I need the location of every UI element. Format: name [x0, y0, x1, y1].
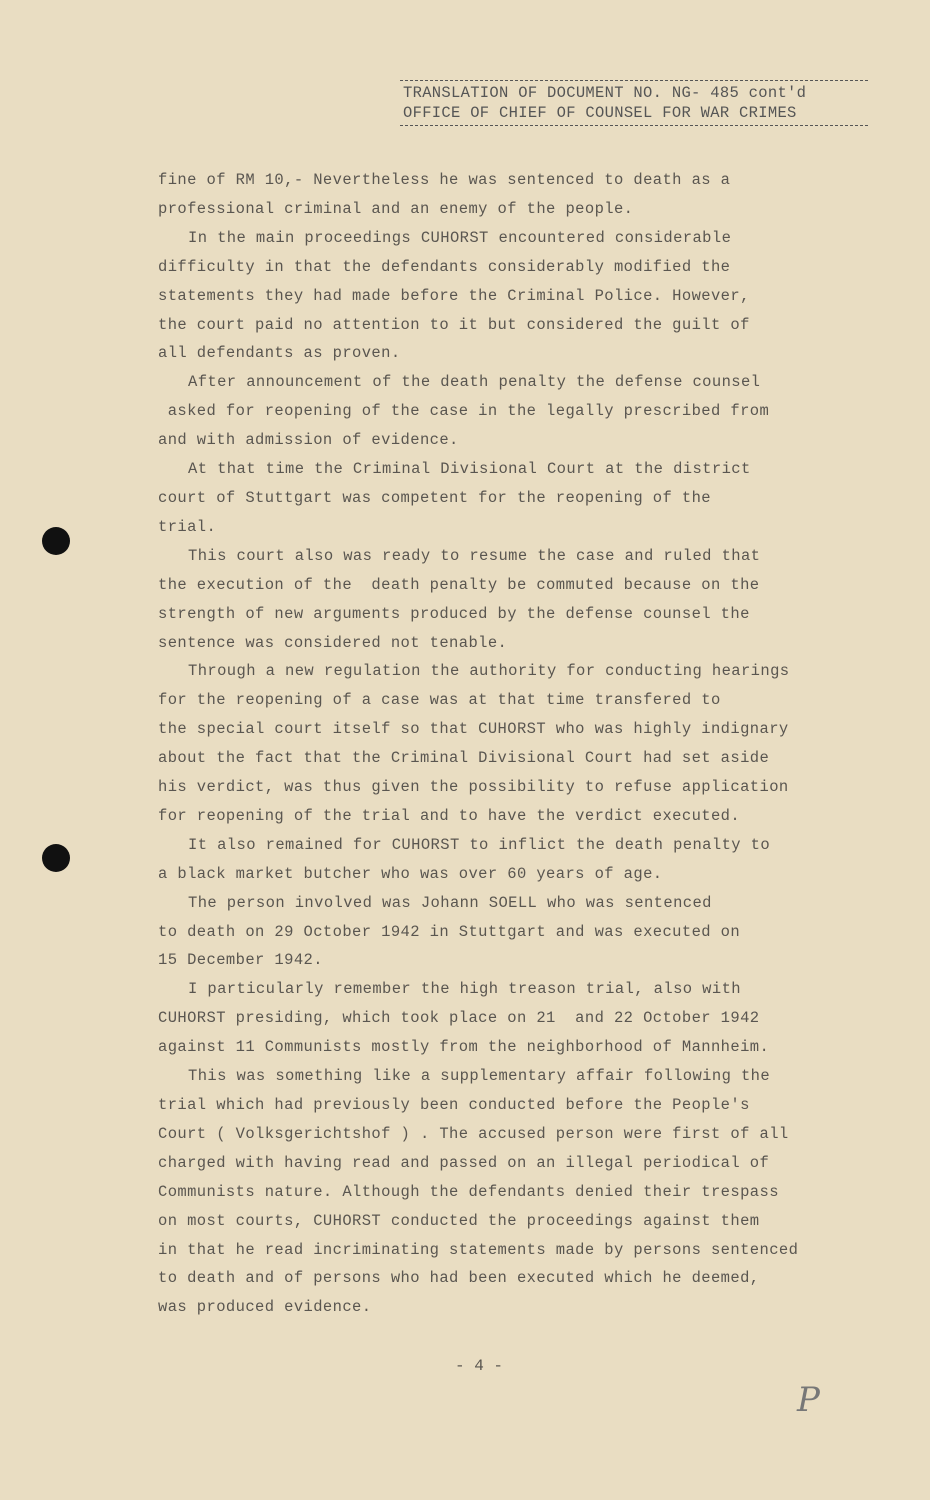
text-line: Court ( Volksgerichtshof ) . The accused person were first of all [158, 1124, 789, 1143]
text-line: This court also was ready to resume the case and ruled that [188, 546, 761, 565]
text-line: his verdict, was thus given the possibility to refuse application [158, 778, 789, 797]
text-line: in that he read incriminating statements made by persons sentenced [158, 1240, 799, 1259]
text-line: the special court itself so that CUHORST who was highly indignary [158, 720, 789, 739]
text-line: In the main proceedings CUHORST encountered considerable [188, 228, 732, 247]
text-line: fine of RM 10,- Nevertheless he was sentenced to death as a [158, 171, 731, 189]
text-line: for reopening of the trial and to have the verdict executed. [158, 806, 741, 825]
text-line: This was something like a supplementary affair following the [188, 1067, 771, 1086]
text-line: the execution of the death penalty be commuted because on the [158, 575, 760, 594]
text-line: Through a new regulation the authority for conducting hearings [188, 662, 790, 681]
text-line: CUHORST presiding, which took place on 21 and 22 October 1942 [158, 1009, 760, 1028]
handwritten-mark: P [797, 1380, 820, 1420]
text-line: strength of new arguments produced by the defense counsel the [158, 604, 750, 623]
paragraph [158, 224, 838, 369]
text-line: I particularly remember the high treason trial, also with [188, 980, 741, 999]
text-line: After announcement of the death penalty the defense counsel [188, 373, 761, 392]
punch-hole [42, 527, 70, 555]
text-line: about the fact that the Criminal Divisional Court had set aside [158, 749, 770, 768]
text-line: the court paid no attention to it but considered the guilt of [158, 315, 750, 334]
text-line: asked for reopening of the case in the legally prescribed from [158, 402, 770, 421]
paragraph [158, 975, 838, 1062]
text-line: Communists nature. Although the defendants denied their trespass [158, 1182, 779, 1201]
header-office: OFFICE OF CHIEF OF COUNSEL FOR WAR CRIMES [403, 104, 797, 122]
text-line: court of Stuttgart was competent for the reopening of the [158, 488, 711, 507]
paragraph [158, 542, 838, 658]
text-line: difficulty in that the defendants considerably modified the [158, 257, 731, 276]
text-line: all defendants as proven. [158, 344, 401, 363]
text-line: statements they had made before the Criminal Police. However, [158, 286, 750, 305]
paragraph [158, 455, 838, 542]
text-line: charged with having read and passed on an illegal periodical of [158, 1153, 770, 1172]
text-line: professional criminal and an enemy of the people. [158, 199, 634, 218]
paragraph [158, 166, 838, 224]
page-number: - 4 - [455, 1357, 504, 1375]
text-line: was produced evidence. [158, 1298, 372, 1317]
text-line: against 11 Communists mostly from the neighborhood of Mannheim. [158, 1038, 770, 1057]
punch-hole [42, 844, 70, 872]
text-line: to death on 29 October 1942 in Stuttgart and was executed on [158, 922, 741, 941]
paragraph [158, 657, 838, 830]
text-line: a black market butcher who was over 60 years of age. [158, 864, 663, 883]
paragraph [158, 1062, 838, 1322]
text-line: on most courts, CUHORST conducted the proceedings against them [158, 1211, 760, 1230]
paragraph [158, 831, 838, 889]
text-line: trial. [158, 517, 217, 536]
text-line: for the reopening of a case was at that time transfered to [158, 691, 721, 710]
text-line: and with admission of evidence. [158, 431, 459, 450]
header-title: TRANSLATION OF DOCUMENT NO. NG- 485 cont'd [403, 84, 807, 102]
text-line: It also remained for CUHORST to inflict the death penalty to [188, 835, 771, 854]
text-line: trial which had previously been conducted before the People's [158, 1096, 750, 1114]
text-line: At that time the Criminal Divisional Court at the district [188, 460, 751, 479]
document-header [400, 80, 868, 126]
text-line: to death and of persons who had been executed which he deemed, [158, 1269, 760, 1288]
paragraph [158, 368, 838, 455]
document-body [158, 166, 838, 1322]
paragraph [158, 889, 838, 976]
text-line: sentence was considered not tenable. [158, 633, 508, 652]
text-line: The person involved was Johann SOELL who was sentenced [188, 893, 712, 912]
text-line: 15 December 1942. [158, 951, 323, 970]
